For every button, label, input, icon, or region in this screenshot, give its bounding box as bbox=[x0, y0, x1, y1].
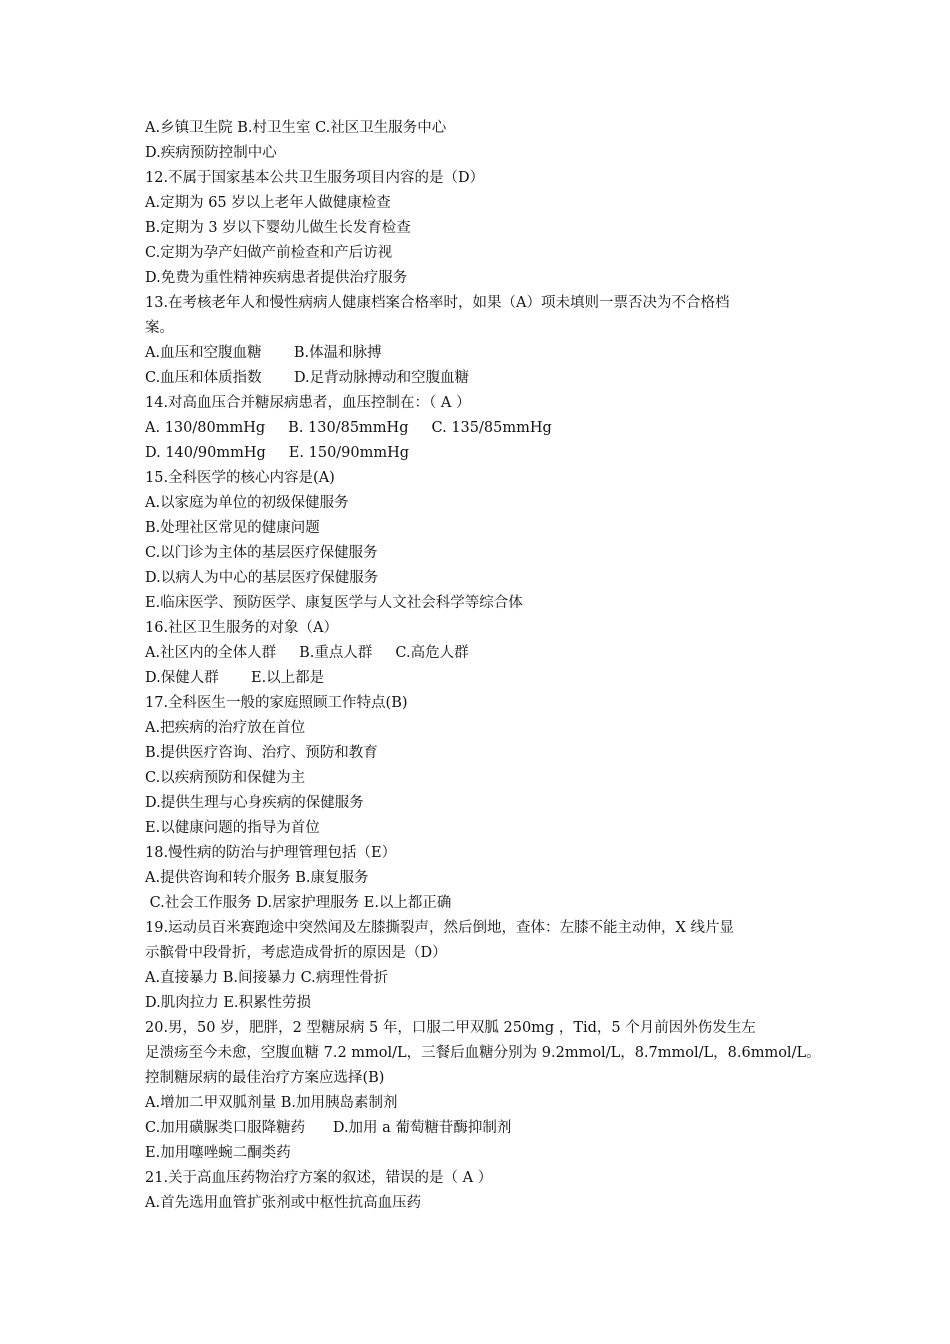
text-line: A.增加二甲双胍剂量 B.加用胰岛素制剂 bbox=[145, 1095, 398, 1111]
question-text-block bbox=[145, 116, 835, 1216]
text-line: A.社区内的全体人群 B.重点人群 C.高危人群 bbox=[145, 645, 469, 661]
text-line: A.提供咨询和转介服务 B.康复服务 bbox=[145, 870, 369, 886]
text-line: 21.关于高血压药物治疗方案的叙述，错误的是（ A ） bbox=[145, 1170, 493, 1186]
text-line: A.以家庭为单位的初级保健服务 bbox=[145, 495, 349, 511]
text-line: D.提供生理与心身疾病的保健服务 bbox=[145, 795, 364, 811]
text-line: A.把疾病的治疗放在首位 bbox=[145, 720, 306, 736]
text-line: D. 140/90mmHg E. 150/90mmHg bbox=[145, 445, 410, 461]
text-line: A.直接暴力 B.间接暴力 C.病理性骨折 bbox=[145, 970, 389, 986]
text-line: 18.慢性病的防治与护理管理包括（E） bbox=[145, 845, 397, 861]
text-line: 17.全科医生一般的家庭照顾工作特点(B) bbox=[145, 695, 408, 711]
text-line: A.乡镇卫生院 B.村卫生室 C.社区卫生服务中心 bbox=[145, 120, 447, 136]
text-line: A.血压和空腹血糖 B.体温和脉搏 bbox=[145, 345, 382, 361]
text-line: D.肌肉拉力 E.积累性劳损 bbox=[145, 995, 312, 1011]
text-line: D.免费为重性精神疾病患者提供治疗服务 bbox=[145, 270, 408, 286]
text-line: A. 130/80mmHg B. 130/85mmHg C. 135/85mmHg bbox=[145, 420, 552, 436]
text-line: A.定期为 65 岁以上老年人做健康检查 bbox=[145, 195, 391, 211]
text-line: 16.社区卫生服务的对象（A） bbox=[145, 620, 339, 636]
text-line: C.加用磺脲类口服降糖药 D.加用 a 葡萄糖苷酶抑制剂 bbox=[145, 1120, 512, 1136]
text-line: E.以健康问题的指导为首位 bbox=[145, 820, 320, 836]
text-line: E.加用噻唑蜿二酮类药 bbox=[145, 1145, 291, 1161]
text-line: D.以病人为中心的基层医疗保健服务 bbox=[145, 570, 379, 586]
text-line: C.以门诊为主体的基层医疗保健服务 bbox=[145, 545, 378, 561]
text-line: E.临床医学、预防医学、康复医学与人文社会科学等综合体 bbox=[145, 595, 523, 611]
text-line: 示髌骨中段骨折，考虑造成骨折的原因是（D） bbox=[145, 945, 447, 961]
text-line: 足溃疡至今未愈，空腹血糖 7.2 mmol/L，三餐后血糖分别为 9.2mmol/L，8.7mmol/L，8.6mmol/L。 bbox=[145, 1045, 821, 1061]
text-line: 19.运动员百米赛跑途中突然闻及左膝撕裂声，然后倒地，查体：左膝不能主动伸，X 线片显 bbox=[145, 920, 734, 936]
text-line: B.提供医疗咨询、治疗、预防和教育 bbox=[145, 745, 378, 761]
text-line: C.以疾病预防和保健为主 bbox=[145, 770, 306, 786]
text-line: 20.男，50 岁，肥胖，2 型糖尿病 5 年，口服二甲双胍 250mg ，Tid，5 个月前因外伤发生左 bbox=[145, 1020, 756, 1036]
text-line: C.血压和体质指数 D.足背动脉搏动和空腹血糖 bbox=[145, 370, 470, 386]
text-line: D.疾病预防控制中心 bbox=[145, 145, 277, 161]
text-line: B.定期为 3 岁以下婴幼儿做生长发育检查 bbox=[145, 220, 411, 236]
text-line: C.社会工作服务 D.居家护理服务 E.以上都正确 bbox=[145, 895, 452, 911]
text-line: C.定期为孕产妇做产前检查和产后访视 bbox=[145, 245, 393, 261]
text-line: 14.对高血压合并糖尿病患者，血压控制在：（ A ） bbox=[145, 395, 471, 411]
text-line: 15.全科医学的核心内容是(A) bbox=[145, 470, 335, 486]
text-line: 13.在考核老年人和慢性病病人健康档案合格率时，如果（A）项未填则一票否决为不合格档 bbox=[145, 295, 730, 311]
text-line: D.保健人群 E.以上都是 bbox=[145, 670, 325, 686]
text-line: 12.不属于国家基本公共卫生服务项目内容的是（D） bbox=[145, 170, 485, 186]
text-line: A.首先选用血管扩张剂或中枢性抗高血压药 bbox=[145, 1195, 422, 1211]
text-line: 控制糖尿病的最佳治疗方案应选择(B) bbox=[145, 1070, 385, 1086]
text-line: B.处理社区常见的健康问题 bbox=[145, 520, 320, 536]
text-line: 案。 bbox=[145, 320, 174, 336]
